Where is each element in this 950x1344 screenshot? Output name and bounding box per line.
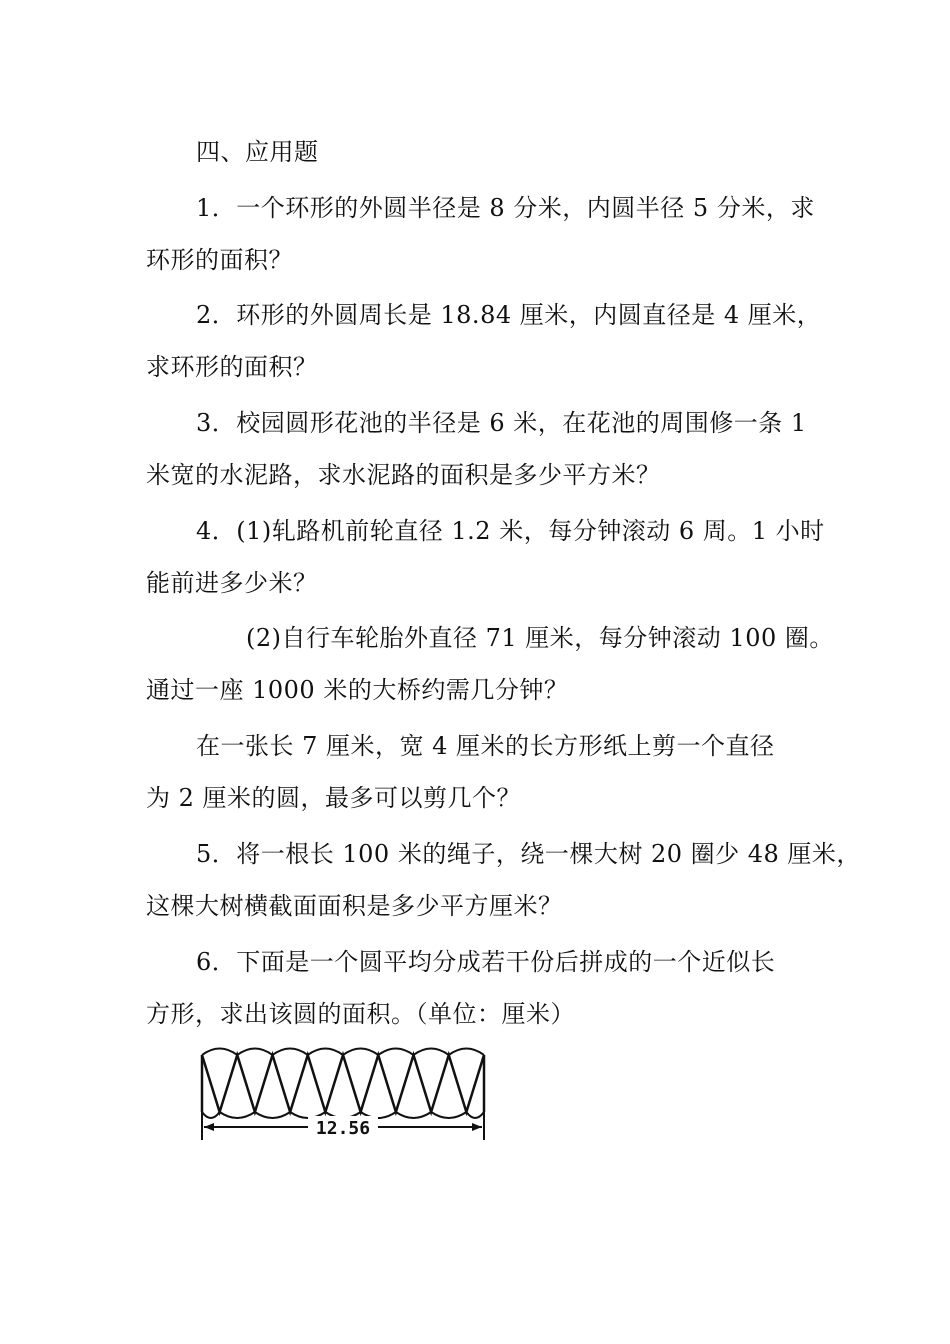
sector-arc-top bbox=[414, 1049, 449, 1056]
question-line: 为 2 厘米的圆，最多可以剪几个？ bbox=[146, 784, 522, 812]
question-line: 通过一座 1000 米的大桥约需几分钟？ bbox=[146, 676, 569, 704]
question-line: 4．(1)轧路机前轮直径 1.2 米，每分钟滚动 6 周。1 小时 bbox=[196, 517, 825, 545]
sector-arc-top bbox=[378, 1049, 413, 1056]
circle-rearranged-rectangle-figure bbox=[194, 1040, 494, 1145]
question-line: 能前进多少米？ bbox=[146, 569, 318, 597]
sector-arc-bottom bbox=[202, 1112, 220, 1118]
sector-strokes bbox=[202, 1049, 484, 1119]
question-line: 在一张长 7 厘米，宽 4 厘米的长方形纸上剪一个直径 bbox=[196, 732, 775, 760]
question-line: 2．环形的外圆周长是 18.84 厘米，内圆直径是 4 厘米， bbox=[196, 301, 822, 329]
sector-arc-top bbox=[343, 1049, 378, 1056]
sector-zigzag bbox=[202, 1055, 484, 1112]
sector-arc-bottom bbox=[396, 1112, 431, 1118]
question-line: 求环形的面积？ bbox=[146, 353, 318, 381]
question-line: (2)自行车轮胎外直径 71 厘米，每分钟滚动 100 圈。 bbox=[246, 624, 834, 652]
sector-arc-top bbox=[237, 1049, 272, 1056]
sector-arc-top bbox=[202, 1049, 237, 1056]
question-line: 5．将一根长 100 米的绳子，绕一棵大树 20 圈少 48 厘米， bbox=[196, 840, 861, 868]
question-line: 米宽的水泥路，求水泥路的面积是多少平方米？ bbox=[146, 461, 661, 489]
sector-arc-top bbox=[449, 1049, 484, 1056]
sector-arc-bottom bbox=[255, 1112, 290, 1118]
left-arrow-icon bbox=[204, 1123, 214, 1131]
sector-arc-bottom bbox=[431, 1112, 466, 1118]
right-arrow-icon bbox=[472, 1123, 482, 1131]
question-line: 环形的面积？ bbox=[146, 246, 293, 274]
length-label: 12.56 bbox=[315, 1118, 371, 1139]
sector-arc-top bbox=[308, 1049, 343, 1056]
question-line: 6．下面是一个圆平均分成若干份后拼成的一个近似长 bbox=[196, 948, 776, 976]
question-line: 这棵大树横截面面积是多少平方厘米？ bbox=[146, 892, 563, 920]
question-line: 3．校园圆形花池的半径是 6 米，在花池的周围修一条 1 bbox=[196, 409, 807, 437]
section-title: 四、应用题 bbox=[196, 138, 319, 166]
question-line: 方形，求出该圆的面积。（单位：厘米） bbox=[146, 1000, 575, 1028]
sector-arc-top bbox=[273, 1049, 308, 1056]
sector-arc-bottom bbox=[466, 1112, 484, 1118]
sector-arc-bottom bbox=[220, 1112, 255, 1118]
question-line: 1．一个环形的外圆半径是 8 分米，内圆半径 5 分米，求 bbox=[196, 194, 815, 222]
